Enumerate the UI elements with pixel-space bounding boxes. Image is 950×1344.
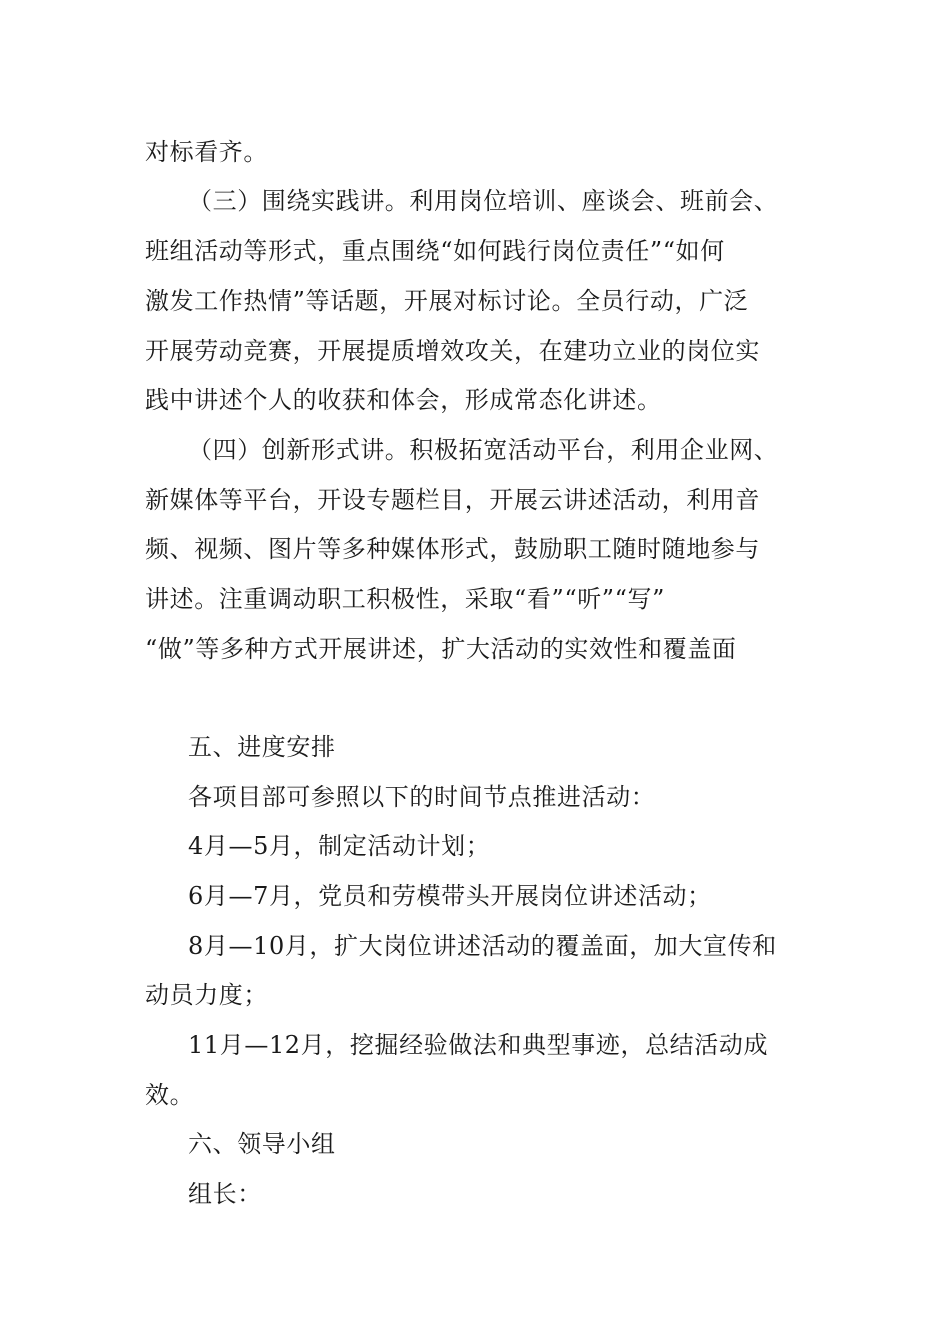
schedule-item: 11月—12月，挖掘经验做法和典型事迹，总结活动成 xyxy=(188,1031,769,1059)
schedule-item-continuation: 效。 xyxy=(145,1081,195,1109)
paragraph-line: 开展劳动竞赛，开展提质增效攻关，在建功立业的岗位实 xyxy=(145,337,760,365)
paragraph-line: 对标看齐。 xyxy=(145,138,268,166)
group-leader-label: 组长： xyxy=(188,1180,262,1208)
section-six-heading: 六、领导小组 xyxy=(188,1130,336,1158)
paragraph-line: 各项目部可参照以下的时间节点推进活动： xyxy=(188,783,656,811)
schedule-item: 6月—7月，党员和劳模带头开展岗位讲述活动； xyxy=(188,882,712,910)
section-five-heading: 五、进度安排 xyxy=(188,733,336,761)
paragraph-line: 新媒体等平台，开设专题栏目，开展云讲述活动，利用音 xyxy=(145,486,760,514)
schedule-item-continuation: 动员力度； xyxy=(145,981,268,1009)
section-three-heading-line: （三）围绕实践讲。利用岗位培训、座谈会、班前会、 xyxy=(188,187,779,215)
paragraph-line: 班组活动等形式，重点围绕“如何践行岗位责任”“如何 xyxy=(145,237,725,265)
paragraph-line: 激发工作热情”等话题，开展对标讨论。全员行动，广泛 xyxy=(145,287,749,315)
section-four-heading-line: （四）创新形式讲。积极拓宽活动平台，利用企业网、 xyxy=(188,436,779,464)
schedule-item: 4月—5月，制定活动计划； xyxy=(188,832,491,860)
paragraph-line: “做”等多种方式开展讲述，扩大活动的实效性和覆盖面 xyxy=(145,635,737,663)
schedule-item: 8月—10月，扩大岗位讲述活动的覆盖面，加大宣传和 xyxy=(188,932,777,960)
paragraph-line: 频、视频、图片等多种媒体形式，鼓励职工随时随地参与 xyxy=(145,535,760,563)
paragraph-line: 讲述。注重调动职工积极性，采取“看”“听”“写” xyxy=(145,585,666,613)
paragraph-line: 践中讲述个人的收获和体会，形成常态化讲述。 xyxy=(145,386,662,414)
